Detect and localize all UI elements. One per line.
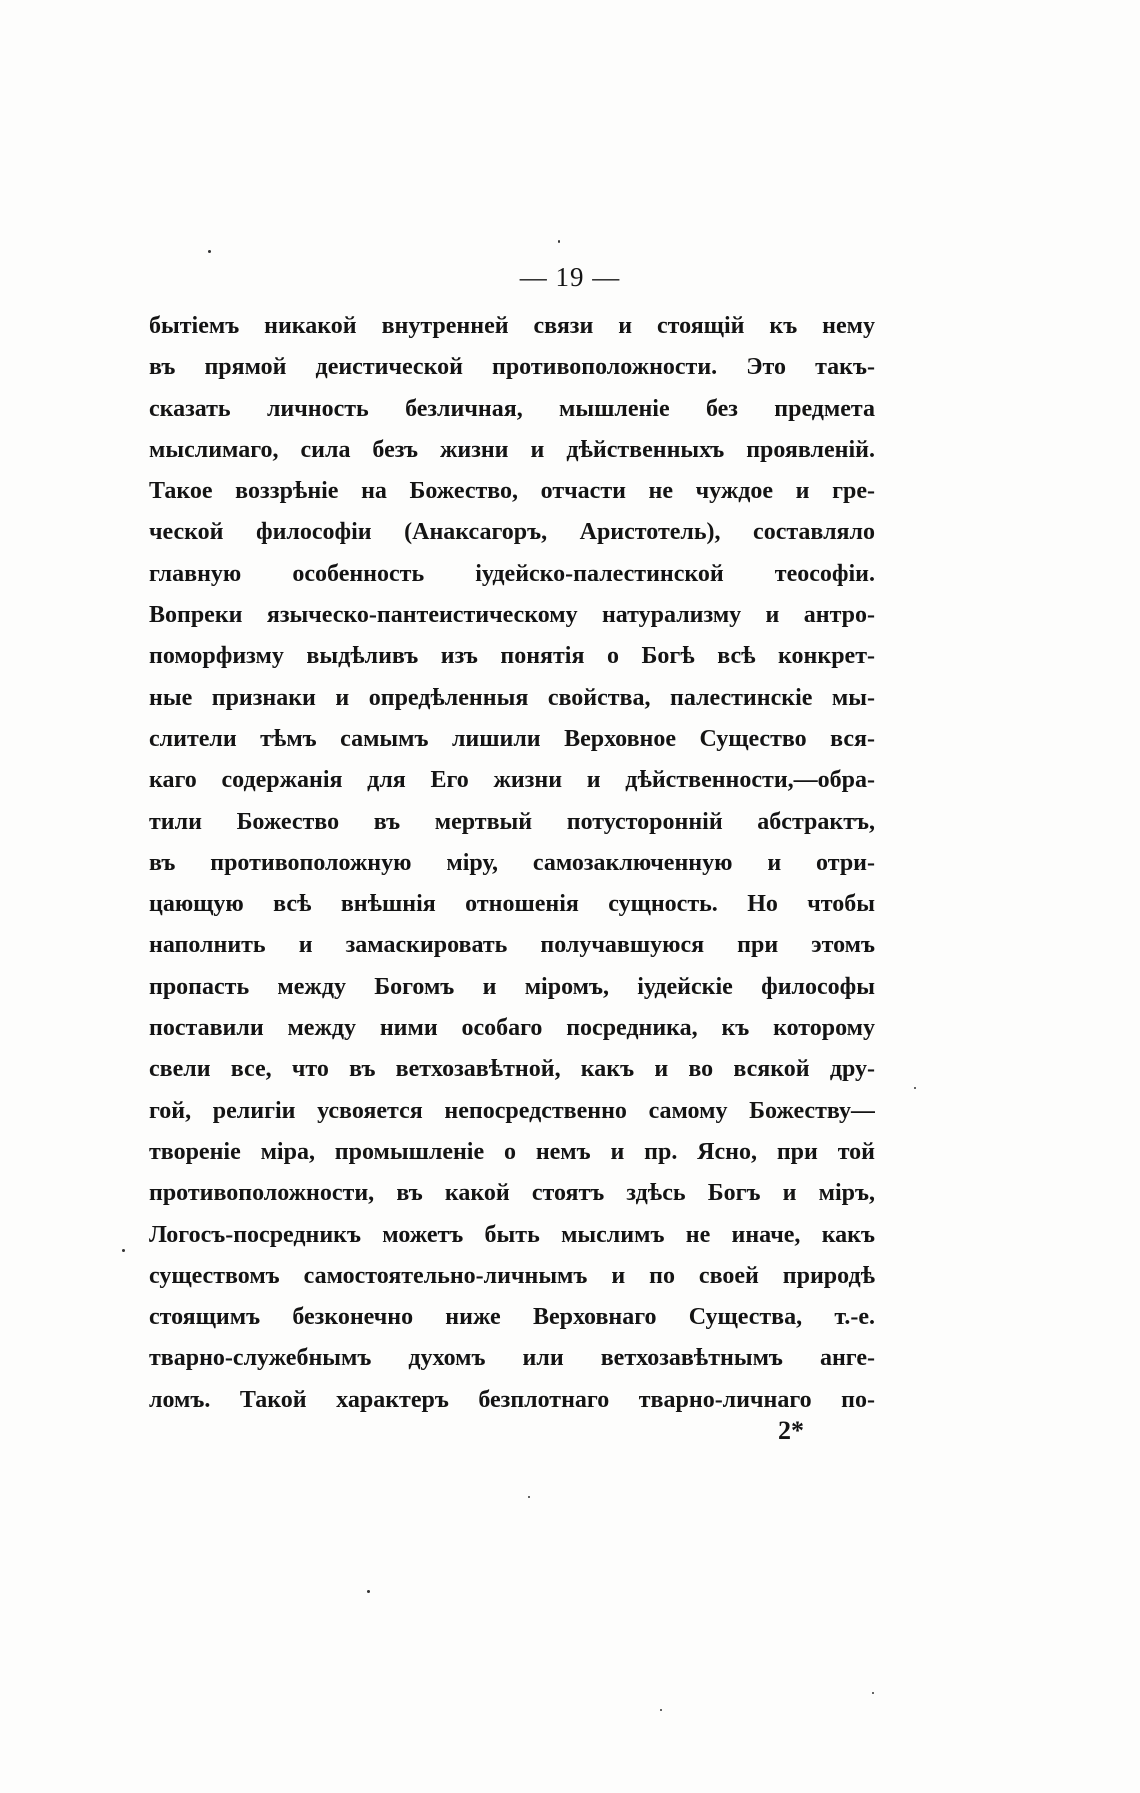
- text-line-14: въ противоположную міру, самозаключенную и отри-: [149, 849, 875, 876]
- page-number: — 19 —: [519, 262, 621, 292]
- text-line-23: Логосъ-посредникъ можетъ быть мыслимъ не иначе, какъ: [149, 1221, 875, 1248]
- signature-mark: 2*: [778, 1416, 804, 1445]
- text-line-3: сказать личность безличная, мышленіе без предмета: [149, 395, 875, 422]
- text-line-5: Такое воззрѣніе на Божество, отчасти не чуждое и гре-: [149, 478, 875, 505]
- text-line-20: гой, религіи усвояется непосредственно самому Божеству—: [149, 1097, 875, 1124]
- text-line-2: въ прямой деистической противоположности. Это такъ-: [149, 354, 875, 381]
- text-line-22: противоположности, въ какой стоятъ здѣсь Богъ и міръ,: [149, 1180, 875, 1207]
- scan-speck: [660, 1709, 662, 1711]
- text-line-12: каго содержанія для Его жизни и дѣйственности,—обра-: [149, 767, 875, 794]
- text-line-13: тили Божество въ мертвый потусторонній абстрактъ,: [149, 808, 875, 835]
- text-line-10: ные признаки и опредѣленныя свойства, палестинскіе мы-: [149, 684, 875, 711]
- text-line-16: наполнить и замаскировать получавшуюся при этомъ: [149, 932, 875, 959]
- text-line-25: стоящимъ безконечно ниже Верховнаго Существа, т.-е.: [149, 1304, 875, 1331]
- scan-speck: [528, 1496, 530, 1498]
- scan-speck: [208, 250, 211, 253]
- scan-speck: [367, 1590, 370, 1593]
- text-line-1: бытіемъ никакой внутренней связи и стоящій къ нему: [149, 313, 875, 339]
- text-line-9: поморфизму выдѣливъ изъ понятія о Богѣ всѣ конкрет-: [149, 643, 875, 670]
- text-line-7: главную особенность іудейско-палестинской теософіи.: [149, 560, 875, 587]
- text-line-11: слители тѣмъ самымъ лишили Верховное Существо вся-: [149, 725, 875, 752]
- text-line-4: мыслимаго, сила безъ жизни и дѣйственныхъ проявленій.: [149, 436, 875, 463]
- scan-speck: [122, 1249, 125, 1252]
- text-line-15: цающую всѣ внѣшнія отношенія сущность. Но чтобы: [149, 891, 875, 918]
- text-line-8: Вопреки языческо-пантеистическому натурализму и антро-: [149, 602, 875, 629]
- text-line-27: ломъ. Такой характеръ безплотнаго тварно-личнаго по-: [149, 1386, 875, 1413]
- text-line-19: свели все, что въ ветхозавѣтной, какъ и во всякой дру-: [149, 1056, 875, 1083]
- text-line-17: пропасть между Богомъ и міромъ, іудейскіе философы: [149, 973, 875, 1000]
- scan-speck: [872, 1692, 874, 1694]
- text-line-24: существомъ самостоятельно-личнымъ и по своей природѣ: [149, 1262, 875, 1289]
- text-line-26: тварно-служебнымъ духомъ или ветхозавѣтнымъ анге-: [149, 1345, 875, 1372]
- body-text: [149, 306, 875, 1421]
- text-line-21: твореніе міра, промышленіе о немъ и пр. Ясно, при той: [149, 1138, 875, 1165]
- text-line-18: поставили между ними особаго посредника, къ которому: [149, 1015, 875, 1042]
- scan-speck: [914, 1087, 916, 1089]
- text-line-6: ческой философіи (Анаксагоръ, Аристотель), составляло: [149, 519, 875, 546]
- scan-speck: [558, 240, 560, 243]
